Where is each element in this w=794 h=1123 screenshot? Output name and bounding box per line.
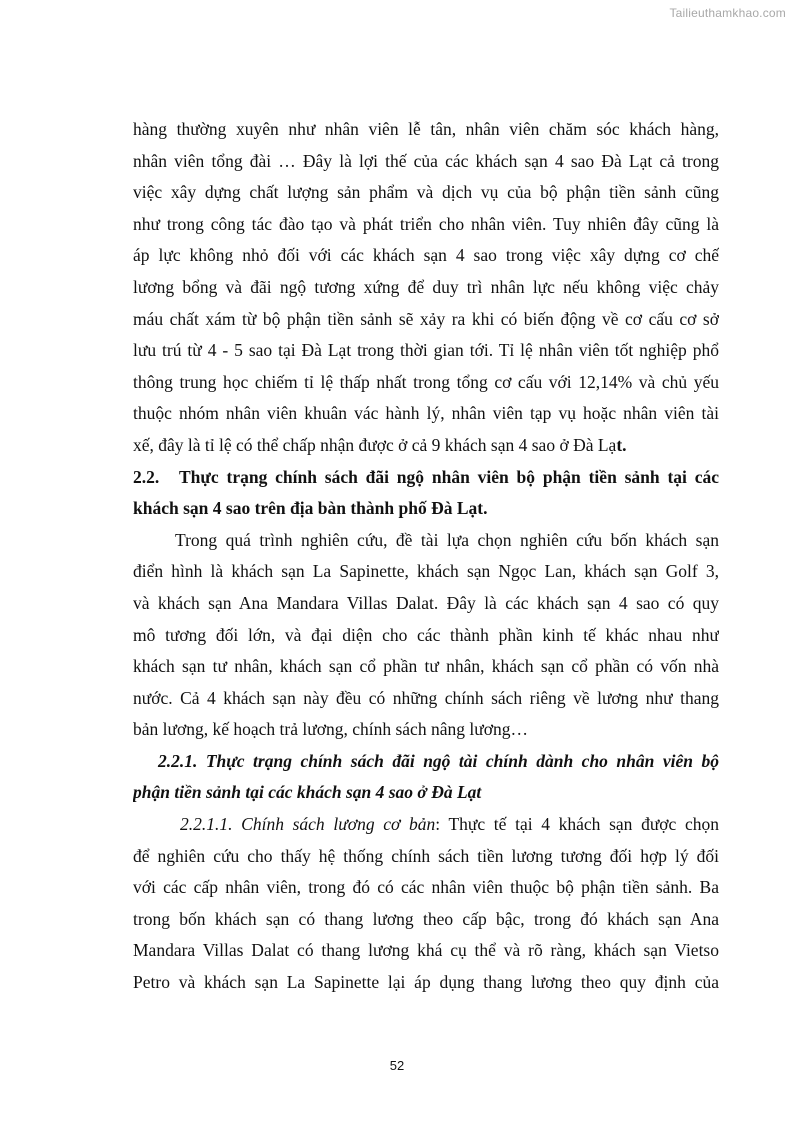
text-line-indented: [133, 809, 719, 841]
heading-text: Thực trạng chính sách đãi ngộ nhân viên bộ phận tiền sảnh tại các: [179, 466, 719, 487]
heading-line: [133, 462, 719, 494]
page-body: [133, 114, 719, 999]
text-line: để nghiên cứu cho thấy hệ thống chính sách tiền lương tương đối hợp lý đối: [133, 845, 719, 866]
text-line-indented: Trong quá trình nghiên cứu, đề tài lựa chọn nghiên cứu bốn khách sạn: [175, 529, 719, 550]
text-line: nhân viên tổng đài … Đây là lợi thế của các khách sạn 4 sao Đà Lạt cả trong: [133, 150, 719, 171]
text-line: điển hình là khách sạn La Sapinette, khách sạn Ngọc Lan, khách sạn Golf 3,: [133, 561, 719, 582]
text-line-last: bản lương, kế hoạch trả lương, chính sách nâng lương…: [133, 719, 528, 740]
heading-line: phận tiền sảnh tại các khách sạn 4 sao ở Đà Lạt: [133, 782, 482, 803]
page-number: 52: [389, 1058, 405, 1073]
section-heading-2-2-1: [133, 746, 719, 809]
text-line: nước. Cả 4 khách sạn này đều có những chính sách riêng về lương như thang: [133, 687, 719, 708]
paragraph-continued: [133, 114, 719, 462]
text-line: thuộc nhóm nhân viên khuân vác hành lý, nhân viên tạp vụ hoặc nhân viên tài: [133, 403, 719, 424]
watermark: Tailieuthamkhao.com: [669, 6, 786, 20]
paragraph-basic-salary: [133, 809, 719, 999]
text-line: áp lực không nhỏ đối với các khách sạn 4 sao trong việc xây dựng cơ chế: [133, 245, 719, 266]
subsection-title: 2.2.1.1. Chính sách lương cơ bản: [180, 814, 436, 835]
text-line-last: [133, 430, 719, 462]
heading-line: khách sạn 4 sao trên địa bàn thành phố Đà Lạt.: [133, 498, 488, 519]
heading-line: 2.2.1. Thực trạng chính sách đãi ngộ tài chính dành cho nhân viên bộ: [158, 750, 719, 771]
text-line: như trong công tác đào tạo và phát triển cho nhân viên. Tuy nhiên đây cũng là: [133, 213, 719, 234]
text-line: thông trung học chiếm tỉ lệ thấp nhất trong tổng cơ cấu với 12,14% và chủ yếu: [133, 371, 719, 392]
text-run: : Thực tế tại 4 khách sạn được chọn: [435, 814, 719, 835]
text-line: Mandara Villas Dalat có thang lương khá cụ thể và rõ ràng, khách sạn Vietso: [133, 940, 719, 961]
text-line: mô tương đối lớn, và đại diện cho các thành phần kinh tế khác nhau như: [133, 624, 719, 645]
text-run-bold: t.: [616, 434, 627, 455]
text-line: với các cấp nhân viên, trong đó có các nhân viên thuộc bộ phận tiền sảnh. Ba: [133, 877, 719, 898]
paragraph-intro: [133, 525, 719, 746]
text-line: trong bốn khách sạn có thang lương theo cấp bậc, trong đó khách sạn Ana: [133, 908, 719, 929]
text-line: việc xây dựng chất lượng sản phẩm và dịch vụ của bộ phận tiền sảnh cũng: [133, 182, 719, 203]
text-line: hàng thường xuyên như nhân viên lễ tân, nhân viên chăm sóc khách hàng,: [133, 119, 719, 139]
section-number: 2.2.: [133, 466, 160, 487]
text-line: máu chất xám từ bộ phận tiền sảnh sẽ xảy ra khi có biến động về cơ cấu cơ sở: [133, 308, 719, 329]
text-line: lưu trú từ 4 - 5 sao tại Đà Lạt trong thời gian tới. Tỉ lệ nhân viên tốt nghiệp phổ: [133, 340, 719, 361]
text-line: và khách sạn Ana Mandara Villas Dalat. Đây là các khách sạn 4 sao có quy: [133, 592, 719, 613]
section-heading-2-2: [133, 462, 719, 525]
text-line: lương bổng và đãi ngộ tương xứng để duy trì nhân lực nếu không việc chảy: [133, 276, 719, 297]
text-line: khách sạn tư nhân, khách sạn cổ phần tư nhân, khách sạn cổ phần có vốn nhà: [133, 656, 719, 677]
text-line: Petro và khách sạn La Sapinette lại áp dụng thang lương theo quy định của: [133, 972, 719, 993]
text-run: xế, đây là tỉ lệ có thể chấp nhận được ở cả 9 khách sạn 4 sao ở Đà Lạ: [133, 434, 617, 455]
